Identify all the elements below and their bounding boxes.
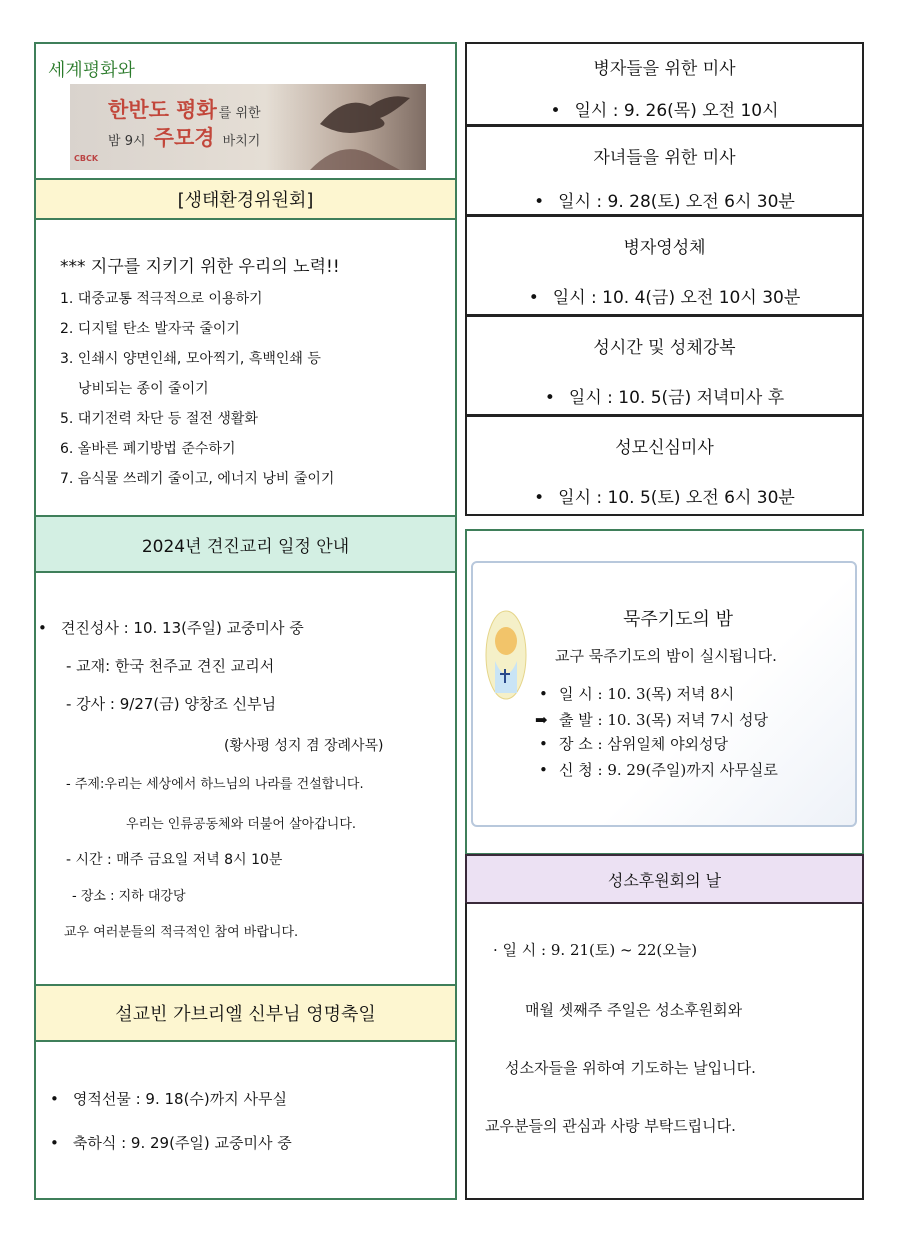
banner-pray-text: 바치기 <box>222 134 261 149</box>
rosary-title: 묵주기도의 밤 <box>623 609 734 630</box>
mass-info: • 일시 : 9. 26(목) 오전 10시 <box>467 96 862 121</box>
rosary-subtitle: 교구 묵주기도의 밤이 실시됩니다. <box>555 647 777 665</box>
confirmation-title: 2024년 견진교리 일정 안내 <box>141 536 350 557</box>
confirmation-line: - 교재: 한국 천주교 견진 교리서 <box>66 657 275 675</box>
eco-committee-header <box>34 178 457 220</box>
mary-icon <box>483 607 529 703</box>
mass-box-sick <box>465 42 864 126</box>
mass-box-children <box>465 125 864 216</box>
confirmation-line: (황사평 성지 겸 장례사목) <box>224 738 384 754</box>
rosary-item: • 신 청 : 9. 29(주일)까지 사무실로 <box>539 761 778 779</box>
eco-section <box>34 220 457 515</box>
banner-for-text: 를 위한 <box>218 106 261 121</box>
vocation-header <box>465 854 864 904</box>
mass-title: 병자들을 위한 미사 <box>593 59 736 79</box>
rosary-item: • 장 소 : 삼위일체 야외성당 <box>539 735 729 753</box>
mass-title: 자녀들을 위한 미사 <box>593 148 736 168</box>
confirmation-line: • 견진성사 : 10. 13(주일) 교중미사 중 <box>38 617 304 638</box>
mass-box-holy-hour <box>465 315 864 416</box>
confirmation-section <box>34 573 457 984</box>
mass-title: 성모신심미사 <box>615 438 714 458</box>
rosary-item: • 일 시 : 10. 3(목) 저녁 8시 <box>539 685 735 703</box>
feast-item: • 축하식 : 9. 29(주일) 교중미사 중 <box>50 1132 292 1153</box>
feast-item: • 영적선물 : 9. 18(수)까지 사무실 <box>50 1088 287 1109</box>
eco-item: 3. 인쇄시 양면인쇄, 모아찍기, 흑백인쇄 등 <box>60 351 321 367</box>
vocation-line: 성소자들을 위하여 기도하는 날입니다. <box>505 1059 756 1077</box>
mass-box-marian <box>465 415 864 516</box>
mass-box-communion <box>465 215 864 316</box>
eco-item: 낭비되는 종이 줄이기 <box>78 381 209 397</box>
vocation-section <box>465 903 864 1200</box>
banner-time-text: 밤 9시 <box>108 134 146 149</box>
eco-item: 7. 음식물 쓰레기 줄이고, 에너지 낭비 줄이기 <box>60 471 335 487</box>
peace-heading: 세계평화와 <box>48 60 135 81</box>
confirmation-line: 교우 여러분들의 적극적인 참여 바랍니다. <box>64 925 299 940</box>
confirmation-line: 우리는 인류공동체와 더불어 살아갑니다. <box>126 817 357 832</box>
mass-title: 성시간 및 성체강복 <box>593 338 736 358</box>
feast-section <box>34 1042 457 1200</box>
peace-section <box>34 42 457 178</box>
arrow-right-icon: ➡ <box>535 711 548 729</box>
banner-prayer-text: 주모경 <box>153 126 215 150</box>
eco-item: 5. 대기전력 차단 등 절전 생활화 <box>60 411 258 427</box>
mass-title: 병자영성체 <box>623 238 706 258</box>
mass-info: • 일시 : 10. 5(금) 저녁미사 후 <box>467 383 862 408</box>
mass-info: • 일시 : 10. 4(금) 오전 10시 30분 <box>467 283 862 308</box>
confirmation-header <box>34 515 457 573</box>
feast-title: 설교빈 가브리엘 신부님 영명축일 <box>115 1004 376 1025</box>
confirmation-line: - 주제:우리는 세상에서 하느님의 나라를 건설합니다. <box>66 777 364 792</box>
dove-icon <box>300 84 420 170</box>
rosary-section <box>465 529 864 855</box>
banner-peace-text: 한반도 평화 <box>108 98 217 122</box>
vocation-line: 매월 셋째주 주일은 성소후원회와 <box>525 1001 743 1019</box>
rosary-item: ➡ 출 발 : 10. 3(목) 저녁 7시 성당 <box>535 711 768 729</box>
vocation-line: · 일 시 : 9. 21(토) ~ 22(오늘) <box>493 941 698 959</box>
confirmation-line: - 시간 : 매주 금요일 저녁 8시 10분 <box>66 852 283 868</box>
eco-item: 6. 올바른 폐기방법 준수하기 <box>60 441 236 457</box>
eco-headline: *** 지구를 지키기 위한 우리의 노력!! <box>60 257 340 277</box>
mass-info: • 일시 : 9. 28(토) 오전 6시 30분 <box>467 187 862 212</box>
eco-committee-title: [생태환경위원회] <box>177 190 314 211</box>
eco-item: 1. 대중교통 적극적으로 이용하기 <box>60 291 263 307</box>
confirmation-line: - 강사 : 9/27(금) 양창조 신부님 <box>66 695 277 713</box>
cbck-logo: CBCK <box>74 154 99 163</box>
eco-item: 2. 디지털 탄소 발자국 줄이기 <box>60 321 240 337</box>
mass-info: • 일시 : 10. 5(토) 오전 6시 30분 <box>467 483 862 508</box>
peace-prayer-banner <box>70 84 426 170</box>
rosary-card <box>471 561 857 827</box>
vocation-line: 교우분들의 관심과 사랑 부탁드립니다. <box>485 1117 736 1135</box>
feast-header <box>34 984 457 1042</box>
confirmation-line: - 장소 : 지하 대강당 <box>72 889 186 904</box>
vocation-title: 성소후원회의 날 <box>607 870 722 890</box>
